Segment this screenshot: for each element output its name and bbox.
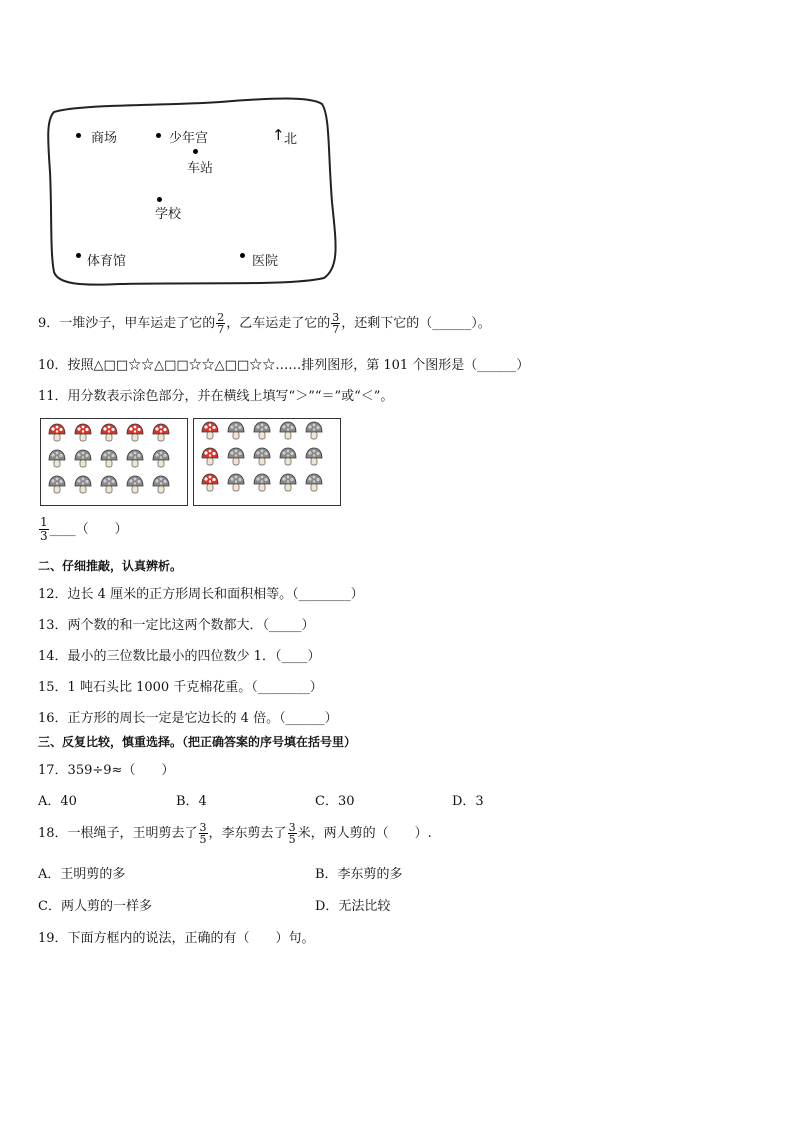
map-label-station: 车站 [187, 161, 214, 176]
left-mushroom-icon-8 [99, 449, 119, 469]
section-3-heading: 三、反复比较，慎重选择。（把正确答案的序号填在括号里） [38, 735, 357, 749]
right-mushroom-icon-14 [278, 473, 298, 493]
left-mushroom-icon-12 [73, 475, 93, 495]
q18-option-b: B．李东剪的多 [315, 867, 403, 882]
right-mushroom-icon-3 [252, 421, 272, 441]
question-15: 15．1 吨石头比 1000 千克棉花重。（________） [38, 680, 323, 695]
q18-mid: ，李东剪去了 [208, 826, 287, 841]
q9-fraction-2: $\frac{3}{7}$ [332, 311, 340, 336]
left-mushroom-icon-5 [151, 423, 171, 443]
right-mushroom-icon-4 [278, 421, 298, 441]
right-mushroom-icon-12 [226, 473, 246, 493]
right-mushroom-icon-8 [252, 447, 272, 467]
q18-suffix: 米，两人剪的（ ）. [297, 826, 432, 841]
question-17: 17．359÷9≈（ ） [38, 763, 175, 778]
right-mushroom-icon-1 [200, 421, 220, 441]
left-mushroom-icon-10 [151, 449, 171, 469]
q9-prefix: 9．一堆沙子，甲车运走了它的 [38, 316, 216, 331]
north-arrow-icon: ↑ [272, 126, 285, 144]
section-2-heading: 二、仔细推敲，认真辨析。 [38, 559, 183, 573]
q17-option-c: C．30 [315, 794, 355, 809]
question-14: 14．最小的三位数比最小的四位数少 1．（____） [38, 649, 321, 664]
q17-option-b: B．4 [176, 794, 207, 809]
question-18 [38, 822, 432, 845]
question-13: 13．两个数的和一定比这两个数都大．（_____） [38, 618, 315, 633]
left-mushroom-icon-13 [99, 475, 119, 495]
q18-option-c: C．两人剪的一样多 [38, 899, 152, 914]
left-mushroom-icon-3 [99, 423, 119, 443]
right-mushroom-icon-7 [226, 447, 246, 467]
right-mushroom-icon-11 [200, 473, 220, 493]
question-19: 19．下面方框内的说法，正确的有（ ）句。 [38, 931, 315, 946]
map-dot-youth-palace [156, 133, 161, 138]
q17-option-a: A．40 [38, 794, 77, 809]
map-label-mall: 商场 [91, 131, 118, 146]
right-mushroom-icon-10 [304, 447, 324, 467]
q18-option-d: D．无法比较 [315, 899, 391, 914]
map-label-hospital: 医院 [252, 254, 279, 269]
right-mushroom-icon-13 [252, 473, 272, 493]
map-figure [40, 92, 340, 292]
q18-prefix: 18．一根绳子，王明剪去了 [38, 826, 198, 841]
map-dot-school [157, 197, 162, 202]
left-mushroom-icon-11 [47, 475, 67, 495]
question-12: 12．边长 4 厘米的正方形周长和面积相等。（________） [38, 587, 364, 602]
left-mushroom-icon-6 [47, 449, 67, 469]
q9-fraction-1: $\frac{2}{7}$ [217, 311, 225, 336]
q9-mid: ，乙车运走了它的 [226, 316, 331, 331]
q18-option-a: A．王明剪的多 [38, 867, 126, 882]
right-mushroom-icon-5 [304, 421, 324, 441]
q17-option-d: D．3 [452, 794, 484, 809]
left-mushroom-icon-1 [47, 423, 67, 443]
q11-fraction: $\frac{1}{3}$ [40, 515, 48, 543]
right-mushroom-icon-6 [200, 447, 220, 467]
map-label-stadium: 体育馆 [87, 254, 127, 269]
question-10: 10．按照△□□☆☆△□□☆☆△□□☆☆……排列图形，第 101 个图形是（______） [38, 358, 530, 373]
map-dot-stadium [76, 253, 81, 258]
q11-answer-line [38, 516, 128, 543]
question-16: 16．正方形的周长一定是它边长的 4 倍。（______） [38, 711, 338, 726]
right-mushroom-icon-15 [304, 473, 324, 493]
right-mushroom-icon-9 [278, 447, 298, 467]
map-dot-hospital [240, 253, 245, 258]
right-mushroom-icon-2 [226, 421, 246, 441]
map-label-youth-palace: 少年宫 [169, 131, 209, 146]
left-mushroom-icon-2 [73, 423, 93, 443]
left-mushroom-icon-15 [151, 475, 171, 495]
map-label-north: 北 [284, 132, 298, 147]
question-11: 11．用分数表示涂色部分，并在横线上填写“＞”“＝”或“＜”。 [38, 389, 394, 404]
left-mushroom-icon-9 [125, 449, 145, 469]
q9-suffix: ，还剩下它的（______）。 [341, 316, 491, 331]
question-9 [38, 312, 491, 335]
left-mushroom-icon-7 [73, 449, 93, 469]
q18-fraction-1: $\frac{3}{5}$ [199, 821, 207, 846]
left-mushroom-icon-14 [125, 475, 145, 495]
q11-blank: ____（ ） [49, 522, 128, 537]
map-dot-mall [76, 133, 81, 138]
q18-fraction-2: $\frac{3}{5}$ [288, 821, 296, 846]
map-dot-station [193, 149, 198, 154]
left-mushroom-icon-4 [125, 423, 145, 443]
map-label-school: 学校 [155, 207, 182, 222]
map-border [40, 92, 340, 292]
